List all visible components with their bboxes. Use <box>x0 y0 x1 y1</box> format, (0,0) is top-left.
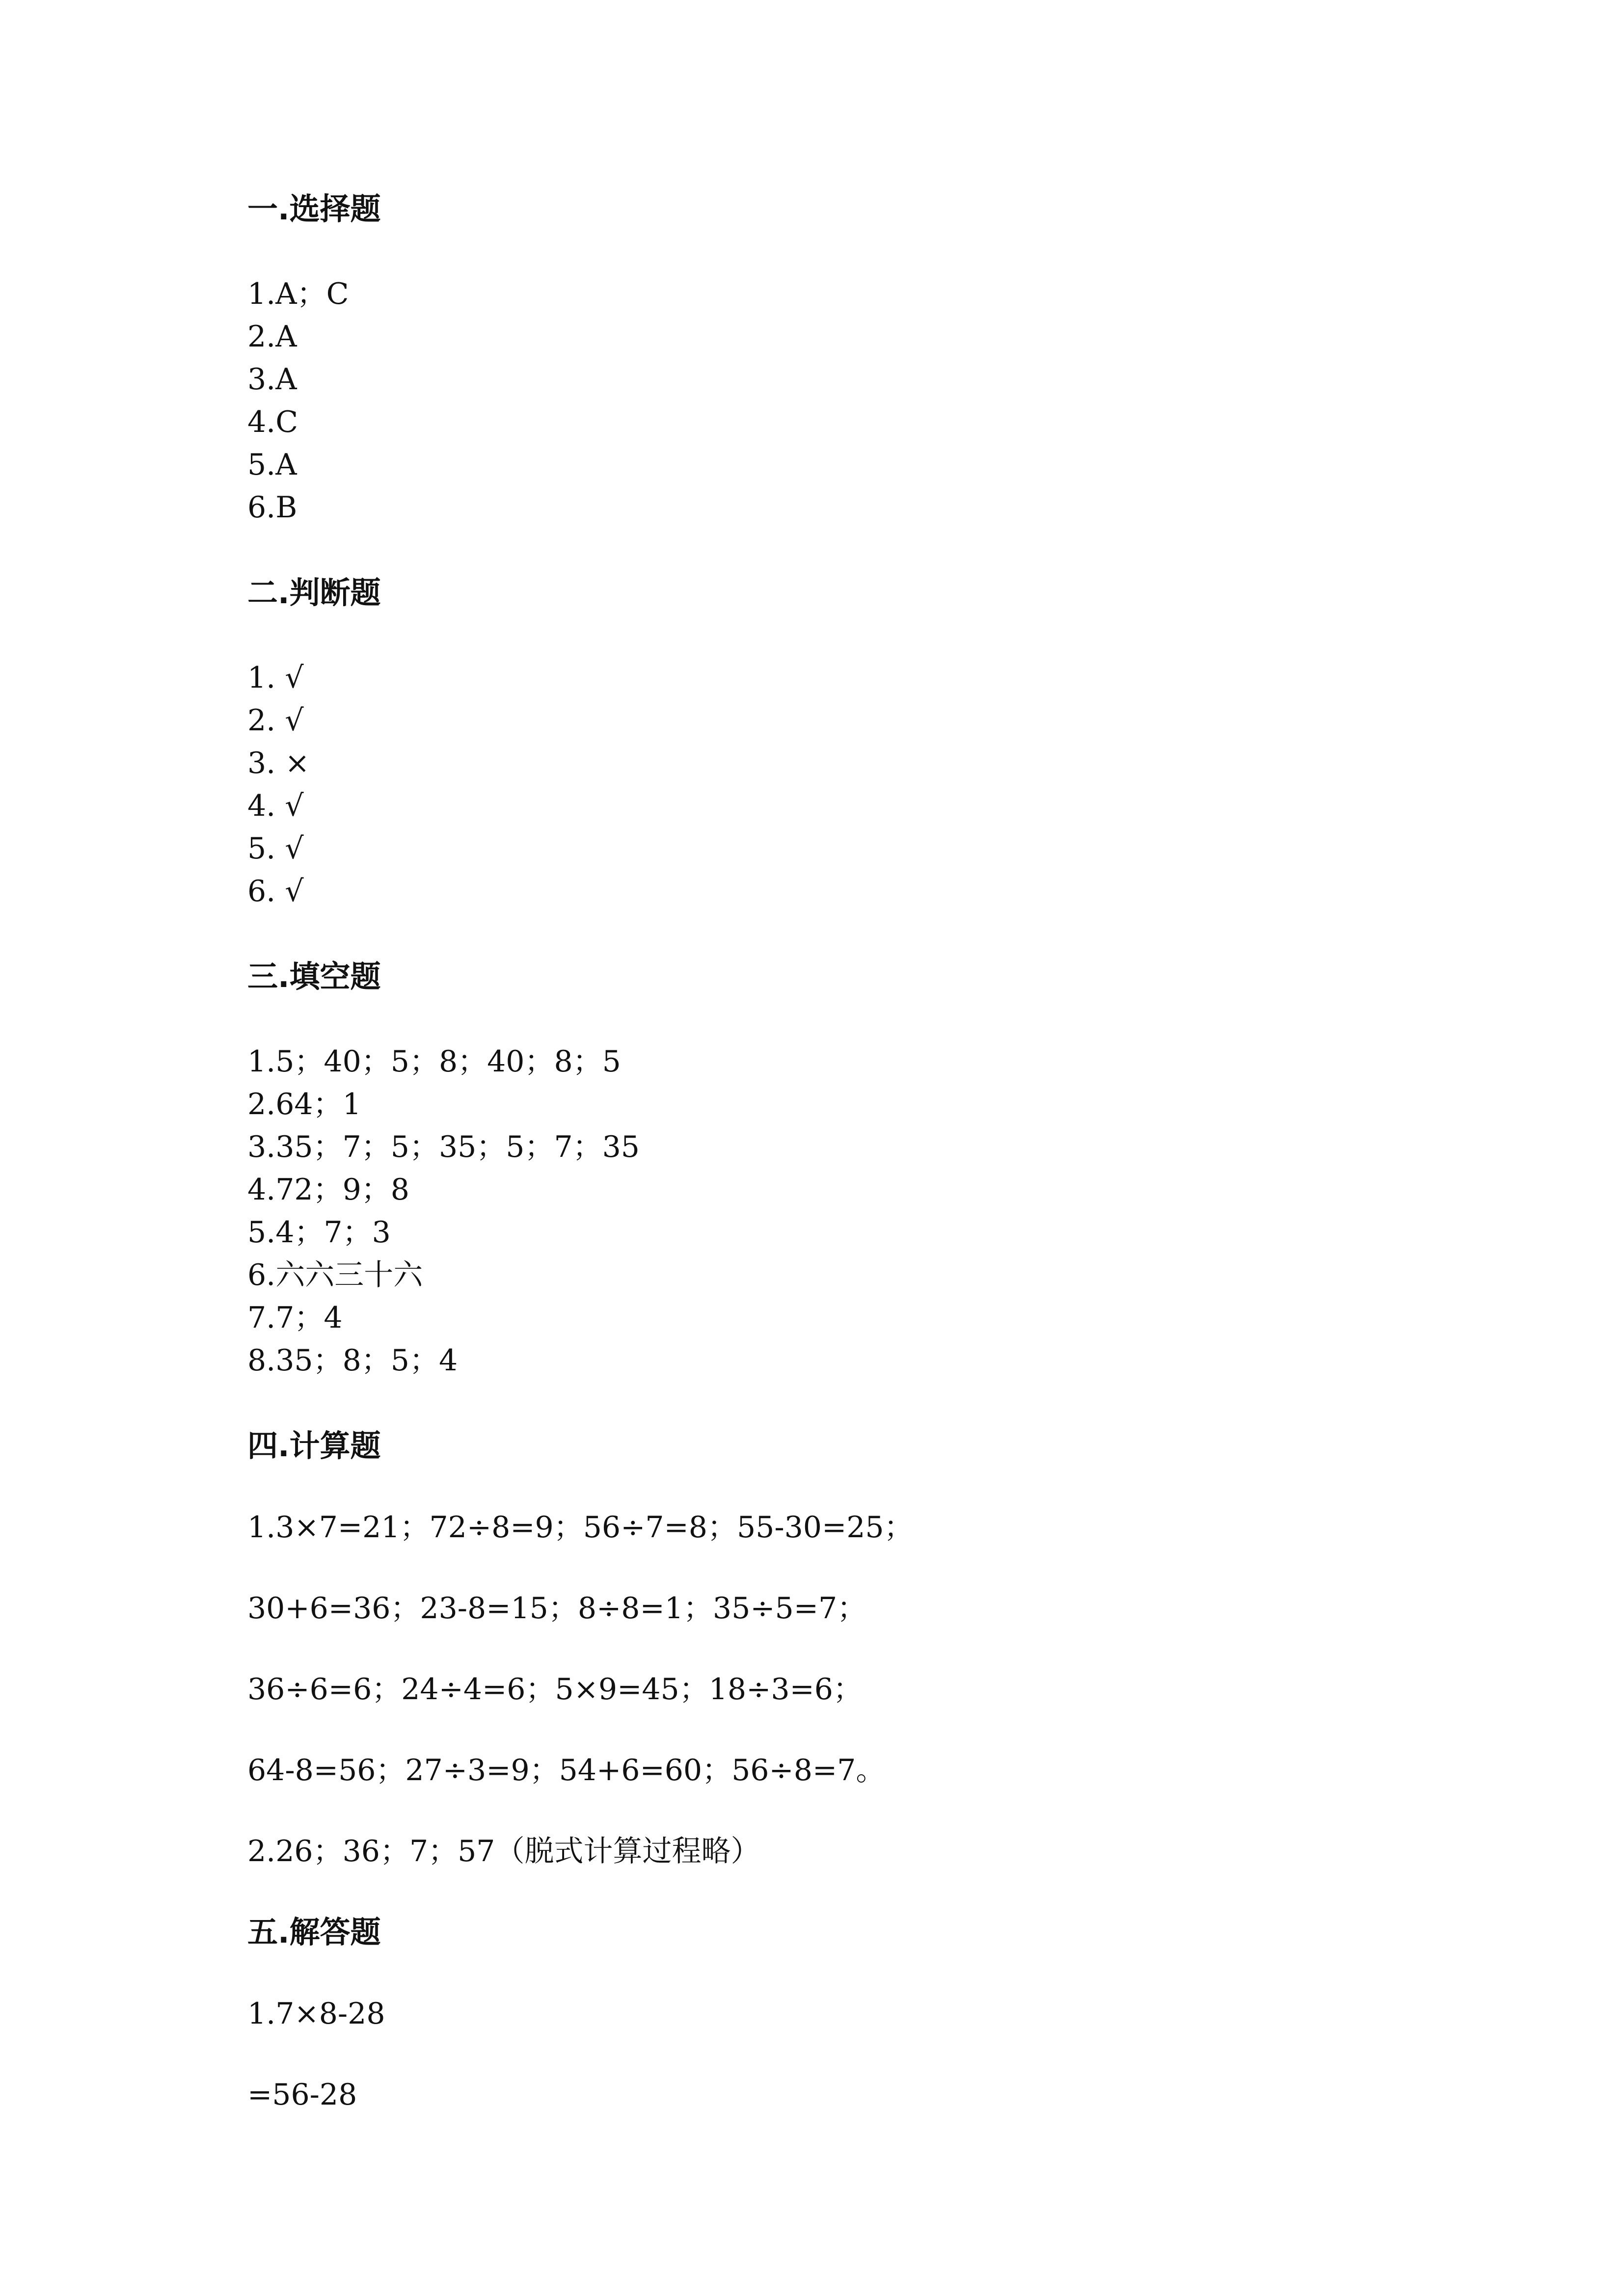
list-item: 1.5；40；5；8；40；8；5 <box>247 1044 621 1079</box>
calculation-answers-list <box>247 1510 1377 1869</box>
list-item: 3. × <box>247 746 310 780</box>
section-title-judgement: 二.判断题 <box>247 575 381 611</box>
section-title-choice: 一.选择题 <box>247 191 381 227</box>
list-item: 64-8=56；27÷3=9；54+6=60；56÷8=7。 <box>247 1753 886 1788</box>
list-item: 3.35；7；5；35；5；7；35 <box>247 1130 640 1164</box>
section-title-calculation: 四.计算题 <box>247 1428 381 1464</box>
list-item: 2. √ <box>247 703 304 738</box>
list-item: 2.A <box>247 320 297 354</box>
list-item: =56-28 <box>247 2078 357 2112</box>
list-item: 6.B <box>247 490 298 525</box>
list-item: 4. √ <box>247 789 304 823</box>
list-item: 1. √ <box>247 661 304 695</box>
solution-answers-list <box>247 1996 1377 2112</box>
list-item: 5. √ <box>247 831 304 866</box>
list-item: 7.7；4 <box>247 1301 343 1335</box>
list-item: 8.35；8；5；4 <box>247 1343 458 1378</box>
list-item: 3.A <box>247 362 297 397</box>
list-item: 5.4；7；3 <box>247 1215 391 1250</box>
section-title-fill-blank: 三.填空题 <box>247 959 381 994</box>
list-item: 36÷6=6；24÷4=6；5×9=45；18÷3=6； <box>247 1672 863 1707</box>
list-item: 1.7×8-28 <box>247 1997 385 2031</box>
list-item: 2.26；36；7；57（脱式计算过程略） <box>247 1834 760 1869</box>
list-item: 6. √ <box>247 874 304 908</box>
fill-blank-answers-list <box>247 1041 1377 1382</box>
list-item: 6.六六三十六 <box>247 1258 423 1292</box>
list-item: 2.64；1 <box>247 1087 361 1121</box>
answer-key-content <box>247 191 1377 2112</box>
list-item: 1.3×7=21；72÷8=9；56÷7=8；55-30=25； <box>247 1510 914 1545</box>
list-item: 1.A；C <box>247 277 349 311</box>
choice-answers-list <box>247 273 1377 529</box>
list-item: 5.A <box>247 448 297 482</box>
list-item: 4.C <box>247 405 298 439</box>
section-title-solution: 五.解答题 <box>247 1914 381 1950</box>
list-item: 4.72；9；8 <box>247 1173 409 1207</box>
judgement-answers-list <box>247 657 1377 913</box>
list-item: 30+6=36；23-8=15；8÷8=1；35÷5=7； <box>247 1591 867 1626</box>
